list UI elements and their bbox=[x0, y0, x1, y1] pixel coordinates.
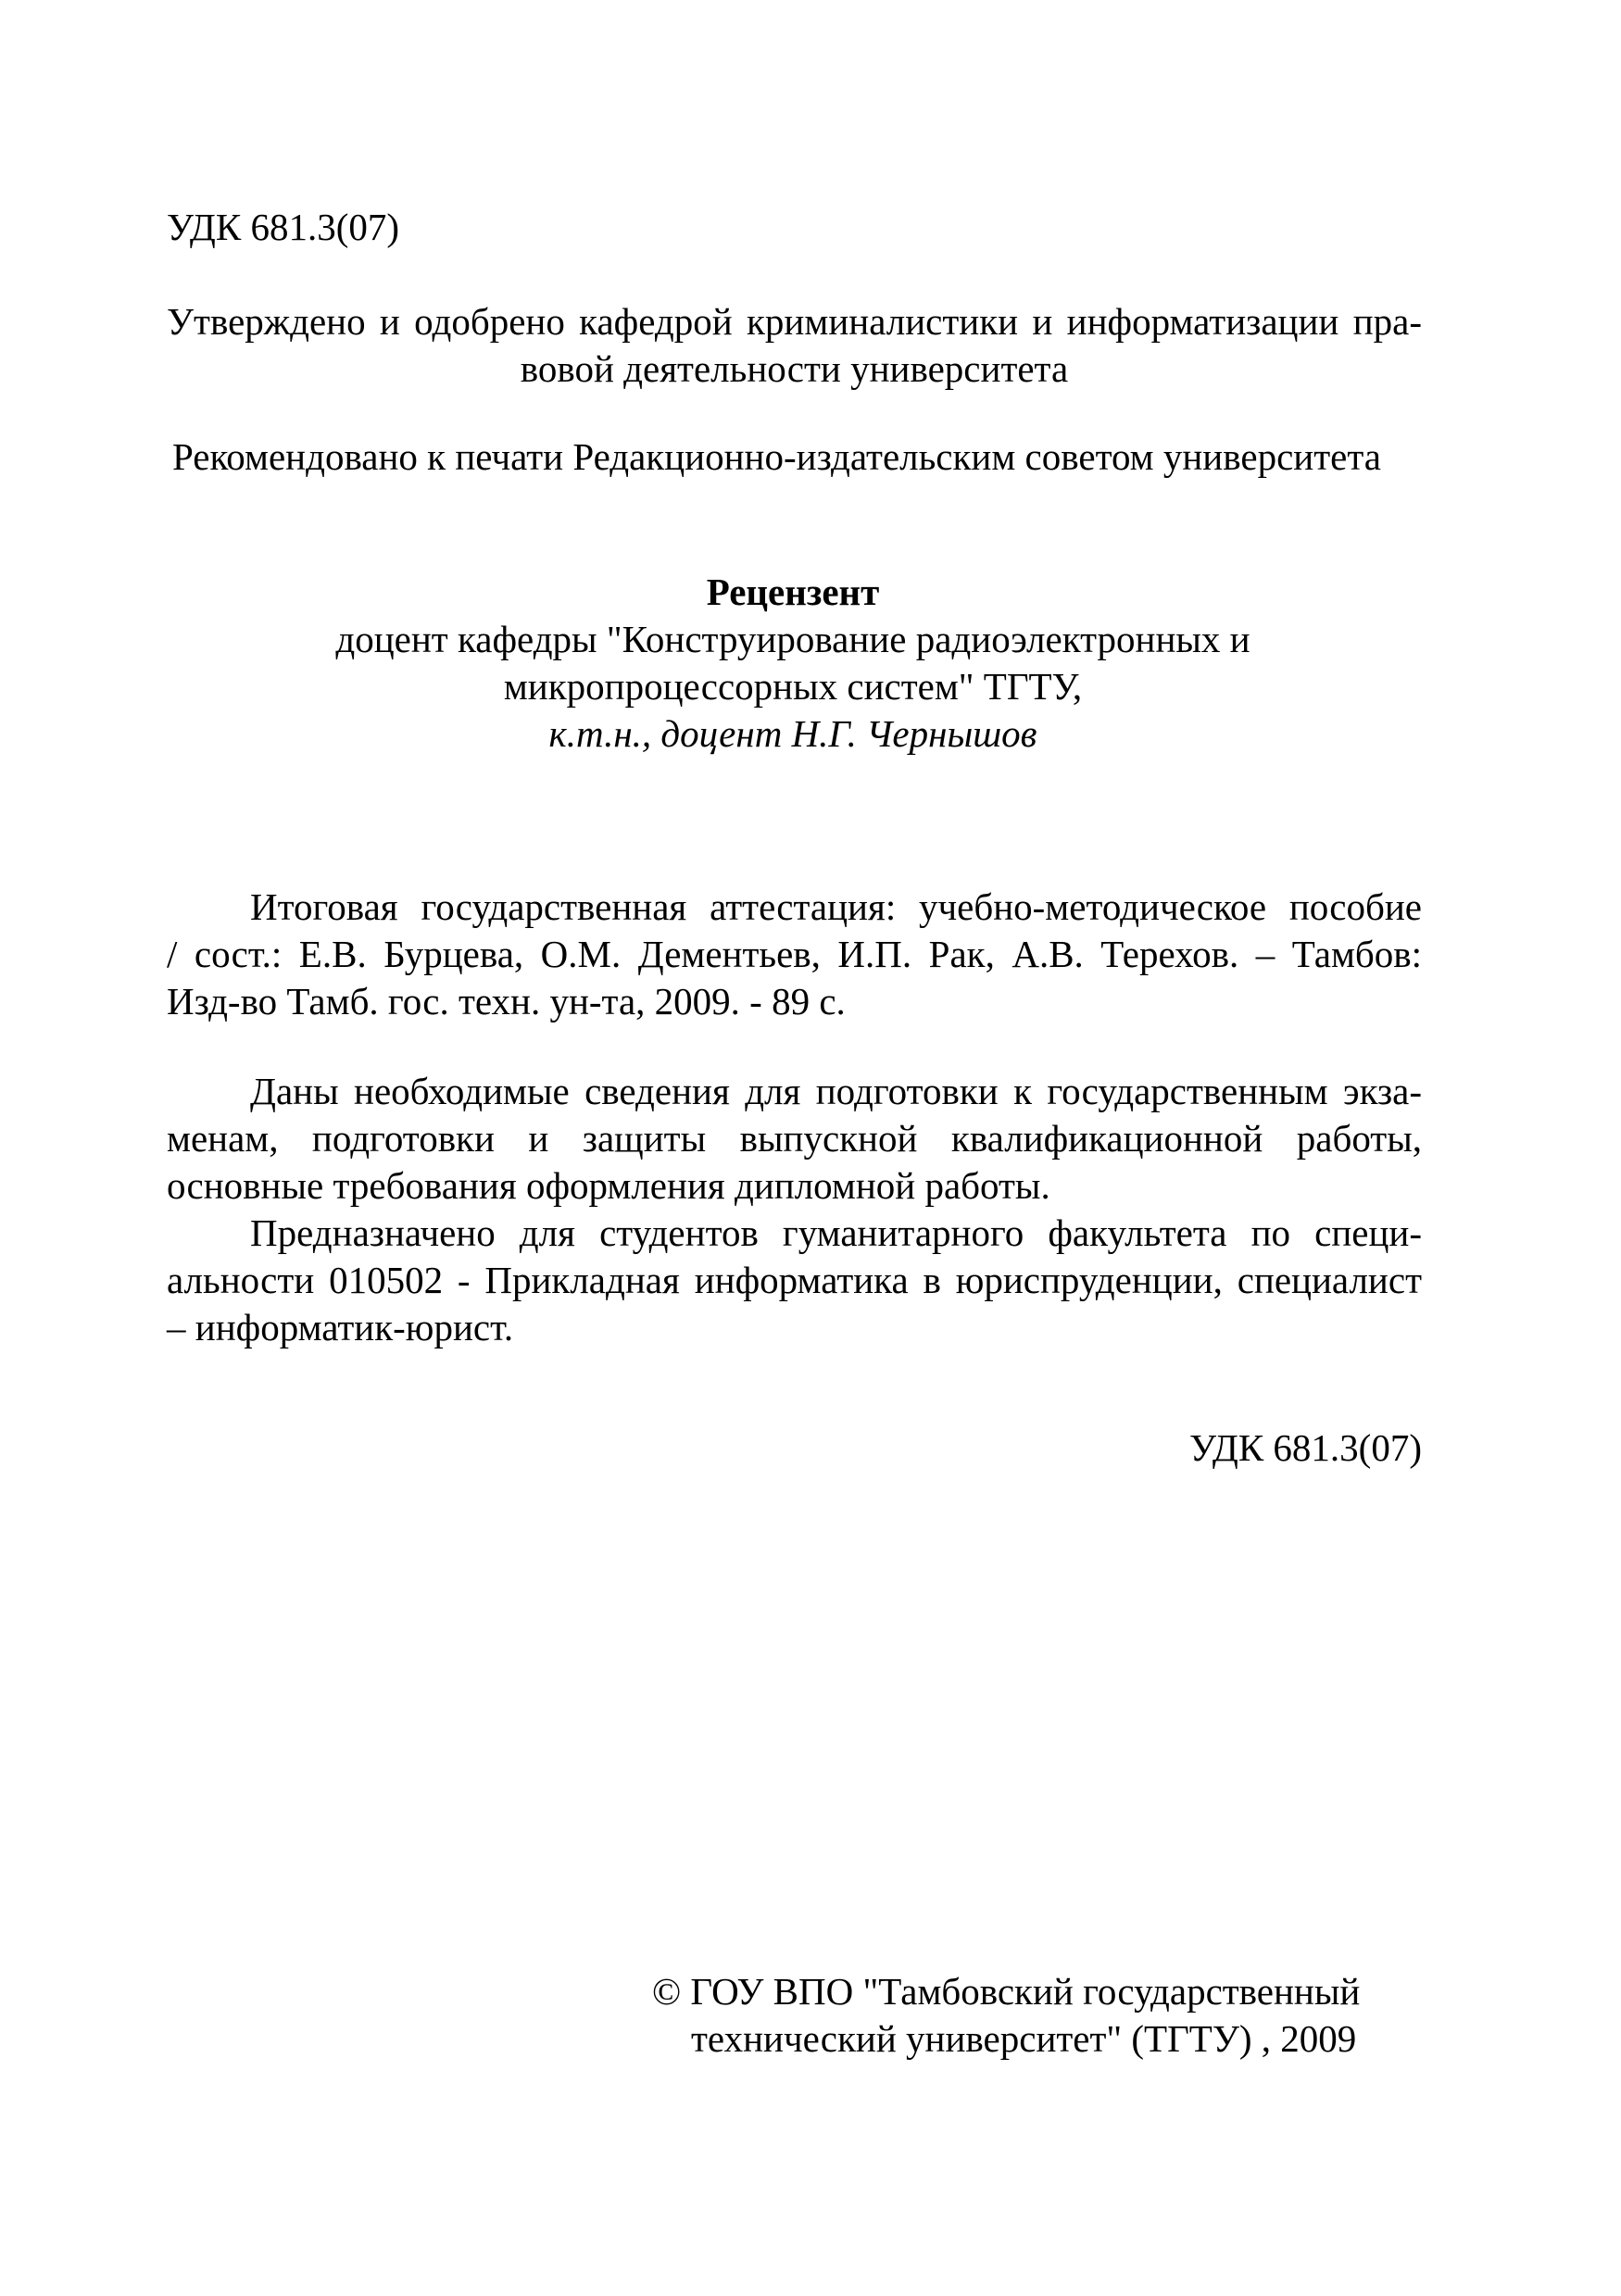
udk-code-top: УДК 681.3(07) bbox=[167, 206, 400, 248]
bibliographic-record bbox=[167, 884, 1422, 1025]
bibliography-line-3: Изд-во Тамб. гос. техн. ун-та, 2009. - 89 с. bbox=[167, 980, 846, 1023]
reviewer-block bbox=[278, 569, 1308, 758]
bibliography-line-1: Итоговая государственная аттестация: учебно-методическое пособие bbox=[250, 885, 1422, 928]
abstract-p1-line-1: Даны необходимые сведения для подготовки к государственным экза- bbox=[250, 1070, 1422, 1112]
approval-line-1: Утверждено и одобрено кафедрой криминалистики и информатизации пра- bbox=[167, 300, 1422, 343]
copyright-block bbox=[652, 1968, 1393, 2063]
abstract-p1-line-3: основные требования оформления дипломной работы. bbox=[167, 1164, 1050, 1207]
reviewer-heading: Рецензент bbox=[706, 571, 880, 613]
copyright-line-2: технический университет" (ТГТУ) , 2009 bbox=[691, 2017, 1357, 2060]
abstract-p2-line-3: – информатик-юрист. bbox=[167, 1306, 514, 1349]
reviewer-line-1: доцент кафедры "Конструирование радиоэлектронных и bbox=[335, 618, 1250, 660]
abstract bbox=[167, 1068, 1422, 1351]
bibliography-line-2: / сост.: Е.В. Бурцева, О.М. Дементьев, И.П. Рак, А.В. Терехов. – Тамбов: bbox=[167, 933, 1422, 975]
copyright-line-1: © ГОУ ВПО "Тамбовский государственный bbox=[652, 1970, 1361, 2013]
recommendation-note: Рекомендовано к печати Редакционно-издательским советом университета bbox=[172, 435, 1381, 478]
abstract-p2-line-2: альности 010502 - Прикладная информатика в юриспруденции, специалист bbox=[167, 1259, 1422, 1301]
abstract-p2-line-1: Предназначено для студентов гуманитарного факультета по специ- bbox=[250, 1211, 1422, 1254]
approval-line-2: вовой деятельности университета bbox=[520, 347, 1069, 390]
reviewer-name: к.т.н., доцент Н.Г. Чернышов bbox=[548, 712, 1037, 755]
reviewer-line-2: микропроцессорных систем" ТГТУ, bbox=[503, 665, 1083, 708]
abstract-p1-line-2: менам, подготовки и защиты выпускной квалификационной работы, bbox=[167, 1117, 1422, 1160]
udk-code-bottom: УДК 681.3(07) bbox=[1188, 1426, 1422, 1469]
approval-note bbox=[167, 298, 1422, 393]
